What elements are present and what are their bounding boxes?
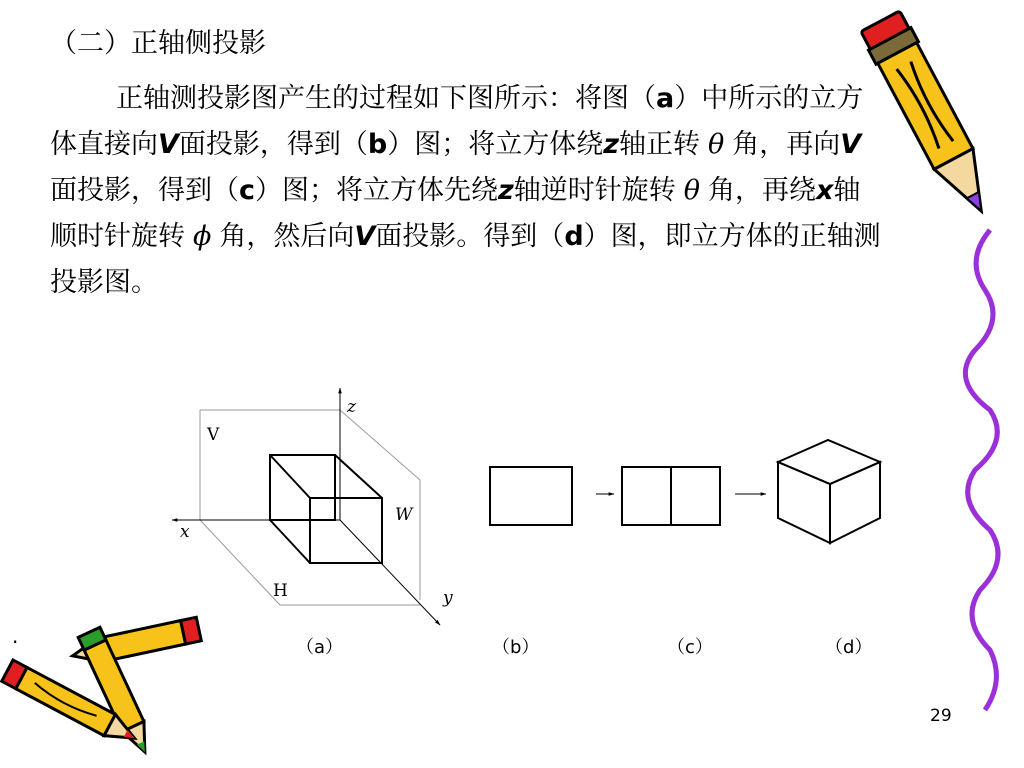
text-run: 轴逆时针旋转 xyxy=(513,175,676,206)
theta-symbol: θ xyxy=(707,129,725,160)
h-plane-edge xyxy=(200,520,280,605)
text-run: z xyxy=(498,175,514,206)
page-number: 29 xyxy=(930,706,952,726)
caption-d: （d） xyxy=(825,637,873,658)
cube-top-face xyxy=(778,440,880,484)
cube-edge xyxy=(335,455,382,498)
text-run: 面投影。得到（ xyxy=(375,221,565,252)
label-w: W xyxy=(395,505,413,525)
text-run: d xyxy=(564,221,584,252)
text-run: a xyxy=(656,83,675,114)
figure-c xyxy=(622,467,720,525)
caption-c: （c） xyxy=(667,637,713,658)
theta-symbol: θ xyxy=(683,175,700,206)
section-heading: （二）正轴侧投影 xyxy=(50,28,266,59)
text-run: 正轴测投影图产生的过程如下图所示：将图（ xyxy=(116,83,656,114)
phi-symbol: ϕ xyxy=(193,221,212,252)
text-run: 角，然后向 xyxy=(219,221,355,252)
label-x: x xyxy=(180,522,190,542)
text-run: V xyxy=(354,221,376,252)
text-run: 面投影，得到（ xyxy=(178,129,368,160)
figure-b-square xyxy=(490,467,572,525)
caption-b: （b） xyxy=(492,637,540,658)
text-run: b xyxy=(367,129,388,160)
text-run: z xyxy=(603,129,619,160)
text-run: 轴正转 xyxy=(618,129,700,160)
text-run: x xyxy=(816,175,834,206)
text-run: 角，再向 xyxy=(732,129,841,160)
text-run: 面投影，得到（ xyxy=(50,175,239,206)
text-run: ）图；将立方体先绕 xyxy=(255,175,499,206)
figure-d-cube xyxy=(778,440,880,543)
label-z: z xyxy=(347,397,356,417)
text-run: ）图，即立方体的正轴测投影图。 xyxy=(50,221,881,298)
text-run: 角，再绕 xyxy=(708,175,816,206)
text-run: ）中所示的立方体直接向 xyxy=(50,83,864,160)
cube-left-face xyxy=(778,462,830,543)
text-run: ）图；将立方体绕 xyxy=(387,129,604,160)
cube-edge xyxy=(270,455,310,498)
text-run: V xyxy=(840,129,862,160)
text-run: 轴顺时针旋转 xyxy=(50,175,861,252)
text-run: V xyxy=(158,129,179,160)
cube-edge xyxy=(270,520,310,563)
label-v: V xyxy=(207,425,220,445)
y-axis xyxy=(340,520,440,625)
bullet-dot: · xyxy=(12,630,19,654)
label-y: y xyxy=(443,588,453,608)
text-run: c xyxy=(239,175,256,206)
caption-a: （a） xyxy=(296,637,344,658)
cube-right-face xyxy=(830,462,880,543)
label-h: H xyxy=(273,581,288,601)
